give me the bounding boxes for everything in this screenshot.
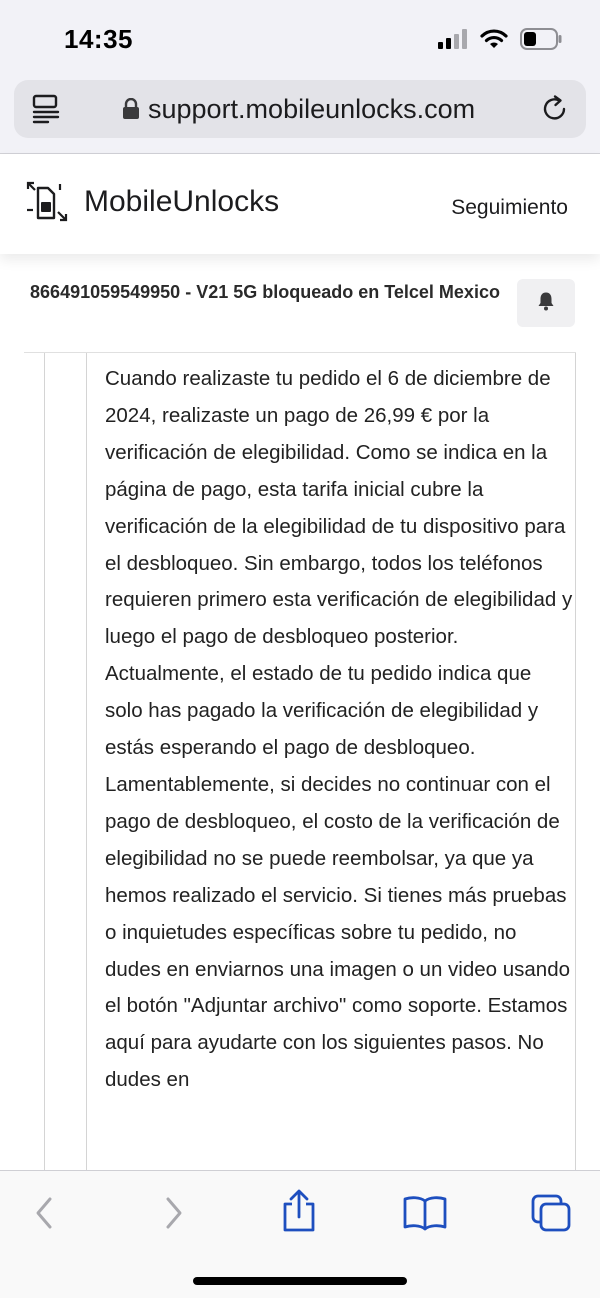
status-time: 14:35 (64, 24, 133, 54)
url-text[interactable]: support.mobileunlocks.com (148, 94, 476, 124)
back-arrow-icon[interactable] (30, 1193, 58, 1238)
tabs-icon[interactable] (530, 1193, 572, 1238)
message-text: Cuando realizaste tu pedido el 6 de diciembre de 2024, realizaste un pago de 26,99 € por la verificación de elegibilidad. Como se indica en la página de pago, esta tarifa inicial cubre la verificación de la elegibilidad de tu dispositivo para el desbloqueo. Sin embargo, todos los teléfonos requieren primero esta verificación de elegibilidad y luego el pago de desbloqueo posterior. Actualmente, el estado de tu pedido indica que solo has pagado la verificación de elegibilidad y estás esperando el pago de desbloqueo. Lamentablemente, si decides no continuar con el pago de desbloqueo, el costo de la verificación de elegibilidad no se puede reembolsar, ya que ya hemos realizado el servicio. Si tienes más pruebas o inquietudes específicas sobre tu pedido, no dudes en enviarnos una imagen o un video usando el botón "Adjuntar archivo" como soporte. Estamos aquí para ayudarte con los siguientes pasos. No dudes en (105, 367, 573, 1092)
battery-icon (520, 28, 562, 55)
wifi-icon (480, 29, 508, 54)
site-header (0, 154, 600, 254)
share-icon[interactable] (280, 1189, 318, 1238)
signal-icon (438, 29, 468, 54)
thread-indent-line (44, 353, 45, 1172)
nav-tracking-link[interactable]: Seguimiento (451, 196, 568, 219)
message-thread (24, 352, 576, 1172)
reload-icon[interactable] (540, 94, 570, 129)
address-bar[interactable] (14, 80, 586, 138)
message-bubble (86, 353, 576, 1172)
sim-unlock-logo-icon[interactable] (24, 180, 72, 229)
bell-icon (537, 291, 555, 316)
lock-icon (122, 98, 140, 125)
forward-arrow-icon[interactable] (160, 1193, 188, 1238)
home-indicator (193, 1277, 407, 1285)
browser-address-area (0, 78, 600, 154)
order-title: 866491059549950 - V21 5G bloqueado en Telcel Mexico (30, 282, 500, 302)
status-bar (0, 0, 600, 78)
notification-button[interactable] (517, 279, 575, 327)
brand-name[interactable]: MobileUnlocks (84, 185, 280, 218)
status-indicators (438, 28, 562, 55)
reader-mode-icon[interactable] (32, 94, 60, 129)
bookmarks-icon[interactable] (402, 1195, 448, 1236)
